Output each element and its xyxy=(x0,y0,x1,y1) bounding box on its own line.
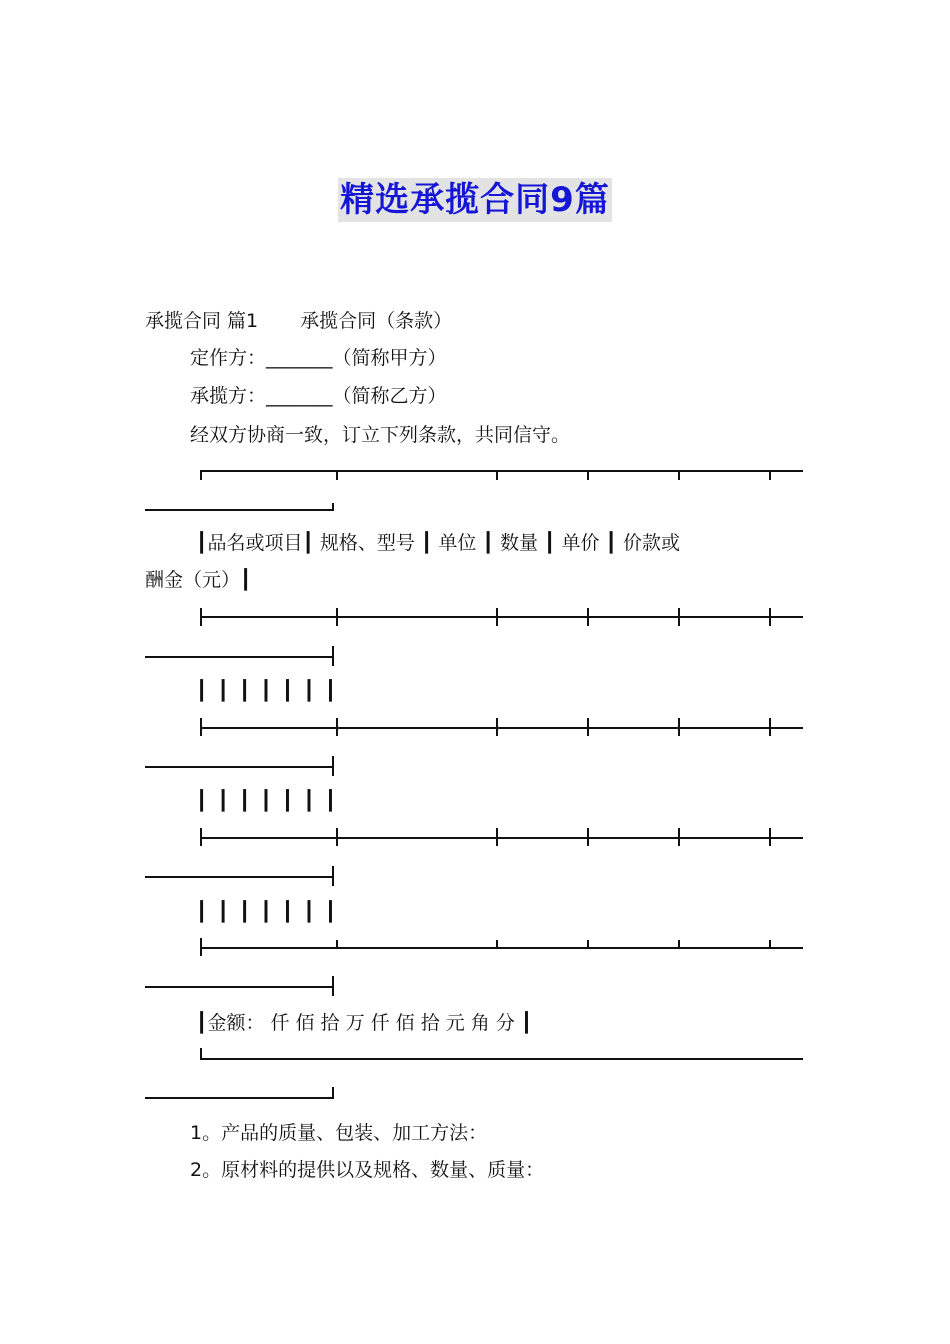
title-container xyxy=(0,178,950,222)
table-empty-row-3: ┃ ┃ ┃ ┃ ┃ ┃ ┃ xyxy=(196,901,339,923)
party-b-line: 承揽方：_______（简称乙方） xyxy=(190,385,447,407)
clause-2: 2。原材料的提供以及规格、数量、质量： xyxy=(190,1159,545,1181)
party-a-line: 定作方：_______（简称甲方） xyxy=(190,347,447,369)
table-header-continuation: 酬金（元）┃ xyxy=(145,569,252,591)
table-amount-row: ┃金额： 仟 佰 拾 万 仟 佰 拾 元 角 分 ┃ xyxy=(196,1012,533,1034)
table-empty-row-1: ┃ ┃ ┃ ┃ ┃ ┃ ┃ xyxy=(196,680,339,702)
section-heading xyxy=(145,309,452,333)
contract-name: 承揽合同（条款） xyxy=(300,310,453,332)
section-label: 承揽合同 篇1 xyxy=(145,310,259,332)
table-header-row: ┃品名或项目┃ 规格、型号 ┃ 单位 ┃ 数量 ┃ 单价 ┃ 价款或 xyxy=(196,532,680,554)
agreement-line: 经双方协商一致，订立下列条款，共同信守。 xyxy=(190,424,571,446)
table-empty-row-2: ┃ ┃ ┃ ┃ ┃ ┃ ┃ xyxy=(196,790,339,812)
document-title: 精选承揽合同9篇 xyxy=(340,180,610,220)
clause-1: 1。产品的质量、包装、加工方法： xyxy=(190,1122,488,1144)
